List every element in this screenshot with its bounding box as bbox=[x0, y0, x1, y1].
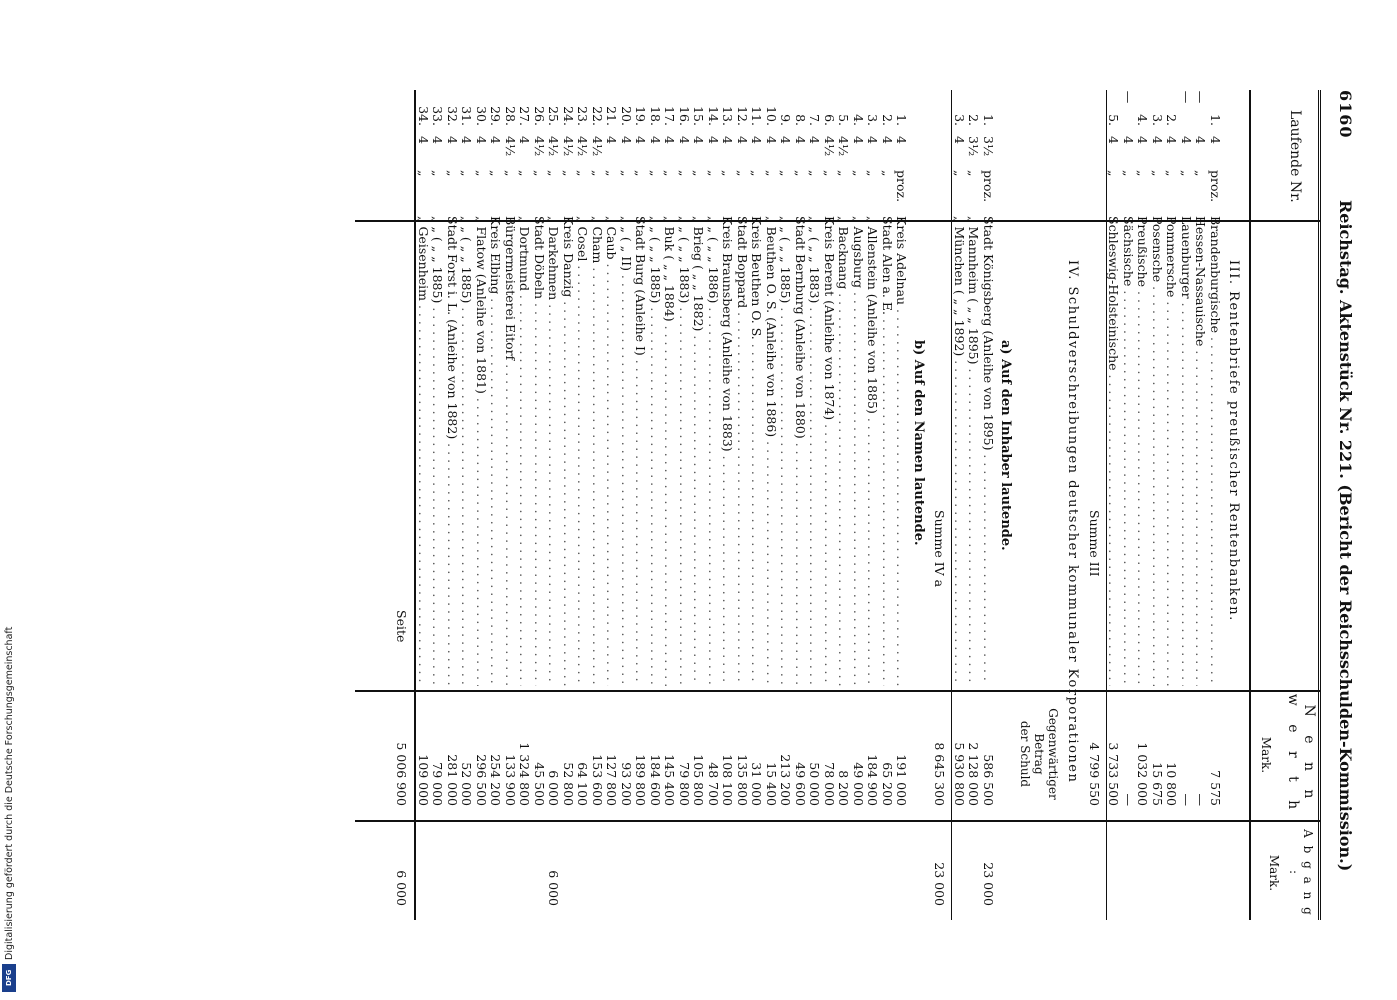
interest-rate: 4 bbox=[735, 136, 750, 144]
row-amount: 78 000 bbox=[822, 762, 837, 806]
table-row bbox=[823, 90, 838, 920]
row-amount: 281 000 bbox=[445, 754, 460, 806]
interest-rate: 4 bbox=[894, 136, 910, 144]
row-description: Kreis Elbing . . . bbox=[489, 216, 504, 686]
row-number: 34. bbox=[416, 106, 431, 126]
row-description: Kreis Danzig . . . bbox=[561, 216, 576, 686]
row-amount: 213 200 bbox=[778, 754, 794, 806]
table-row bbox=[750, 90, 765, 920]
row-amount: 15 400 bbox=[764, 762, 779, 806]
row-description: Stadt Bernburg (Anleihe von 1880) . . . bbox=[793, 216, 808, 686]
row-number: 19. bbox=[633, 106, 649, 126]
row-description: Sächsische . . . bbox=[1121, 216, 1136, 686]
row-amount: 135 800 bbox=[735, 754, 750, 806]
table-row bbox=[489, 90, 504, 920]
subsection-title-a: a) Auf den Inhaber lautende. bbox=[998, 340, 1013, 551]
rate-unit: „ bbox=[648, 170, 663, 177]
interest-rate: 4 bbox=[1150, 136, 1165, 144]
rate-unit: „ bbox=[749, 170, 765, 177]
row-number: 28. bbox=[503, 106, 518, 126]
column-subheader-betrag: Gegenwärtiger Betrag der Schuld bbox=[1018, 708, 1060, 800]
row-description: „ Geisenheim . . . bbox=[416, 216, 431, 686]
row-number: 29. bbox=[488, 106, 504, 126]
interest-rate: 4½ bbox=[532, 136, 547, 157]
row-number: 23. bbox=[575, 106, 591, 126]
rate-unit: „ bbox=[416, 170, 431, 177]
row-description: „ Cham . . . bbox=[590, 216, 605, 686]
page-header bbox=[1318, 90, 1365, 920]
rate-unit: „ bbox=[503, 170, 518, 177]
row-description: „ Darkehmen . . . bbox=[547, 216, 562, 686]
table-row bbox=[1151, 90, 1166, 920]
row-number: 15. bbox=[691, 106, 707, 126]
table-row bbox=[591, 90, 606, 920]
row-amount: 1 032 000 bbox=[1135, 742, 1151, 806]
row-amount: 64 100 bbox=[575, 762, 591, 806]
row-description: „ Beuthen O. S. (Anleihe von 1886) . . . bbox=[764, 216, 779, 686]
row-number: 33. bbox=[430, 106, 446, 126]
row-amount: 49 600 bbox=[793, 762, 808, 806]
table-row bbox=[692, 90, 707, 920]
interest-rate: 4 bbox=[851, 136, 866, 144]
table-row bbox=[1194, 90, 1209, 920]
rate-unit: „ bbox=[851, 170, 866, 177]
row-description: „ Allenstein (Anleihe von 1885) . . . bbox=[866, 216, 881, 686]
row-description: „ „ ( „ „ 1885) . . . bbox=[779, 216, 794, 686]
interest-rate: 4 bbox=[445, 136, 460, 144]
rate-unit: „ bbox=[778, 170, 794, 177]
table-row bbox=[1136, 90, 1151, 920]
row-number: — bbox=[1193, 90, 1209, 104]
sum-row-III: Summe III 4 799 550 bbox=[1084, 90, 1107, 920]
interest-rate: 4 bbox=[1121, 136, 1136, 144]
row-description: „ München ( „ „ 1892) . . . bbox=[952, 216, 967, 686]
rate-unit: „ bbox=[488, 170, 504, 177]
table-row bbox=[460, 90, 475, 920]
row-description: „ „ ( „ „ 1886) . . . bbox=[706, 216, 721, 686]
row-amount: — bbox=[1193, 793, 1209, 806]
row-amount: 10 800 bbox=[1164, 762, 1180, 806]
rate-unit: „ bbox=[430, 170, 446, 177]
row-description: Kreis Braunsberg (Anleihe von 1883) . . . bbox=[721, 216, 736, 686]
rate-unit: „ bbox=[575, 170, 591, 177]
row-amount: 6 000 bbox=[546, 770, 562, 806]
interest-rate: 4 bbox=[764, 136, 779, 144]
table-row bbox=[504, 90, 519, 920]
row-number: 3. bbox=[865, 114, 881, 126]
interest-rate: 4 bbox=[706, 136, 721, 144]
row-number: 1. bbox=[981, 114, 996, 126]
rate-unit: „ bbox=[836, 170, 852, 177]
row-description: „ „ ( „ „ 1883) . . . bbox=[677, 216, 692, 686]
interest-rate: 4 bbox=[517, 136, 533, 144]
rate-unit: „ bbox=[706, 170, 721, 177]
row-amount: 153 600 bbox=[590, 754, 605, 806]
interest-rate: 4 bbox=[720, 136, 736, 144]
rate-unit: „ bbox=[735, 170, 750, 177]
row-description: „ Brieg ( „ „ 1882) . . . bbox=[692, 216, 707, 686]
rate-unit: „ bbox=[633, 170, 649, 177]
row-description: Pommersche . . . bbox=[1165, 216, 1180, 686]
rate-unit: „ bbox=[880, 170, 895, 177]
row-number: 1. bbox=[1208, 114, 1223, 126]
row-description: Bürgermeisterei Eitorf . . . bbox=[503, 216, 518, 686]
column-unit-mark: Mark. bbox=[1259, 736, 1273, 774]
rate-unit: „ bbox=[662, 170, 678, 177]
rate-unit: „ bbox=[677, 170, 692, 177]
table-row bbox=[837, 90, 852, 920]
interest-rate: 4 bbox=[416, 136, 431, 144]
interest-rate: 4 bbox=[604, 136, 620, 144]
row-number: 10. bbox=[764, 106, 779, 126]
row-description: „ „ ( „ „ 1885) . . . bbox=[431, 216, 446, 686]
row-description: Kreis Berent (Anleihe von 1874) . . . bbox=[822, 216, 837, 686]
table-row bbox=[1180, 90, 1195, 920]
section-IVa-rows bbox=[953, 90, 997, 920]
row-description: Stadt Alen a. E. . . . bbox=[880, 216, 895, 686]
column-header-description bbox=[1249, 220, 1321, 690]
row-description: Schleswig-Holsteinische . . . bbox=[1107, 216, 1122, 686]
row-description: Stadt Königsberg (Anleihe von 1895) . . . bbox=[981, 216, 996, 686]
interest-rate: 3½ bbox=[966, 136, 982, 157]
interest-rate: 4 bbox=[633, 136, 649, 144]
interest-rate: 4 bbox=[749, 136, 765, 144]
interest-rate: 4 bbox=[952, 136, 967, 144]
table-row bbox=[417, 90, 432, 920]
row-amount: 8 200 bbox=[836, 770, 852, 806]
rate-unit: „ bbox=[807, 170, 823, 177]
interest-rate: 4 bbox=[1193, 136, 1209, 144]
table-row bbox=[663, 90, 678, 920]
dfg-logo: DFG bbox=[2, 964, 16, 992]
rate-unit: „ bbox=[604, 170, 620, 177]
interest-rate: 4 bbox=[1135, 136, 1151, 144]
scanned-page bbox=[95, 90, 1365, 920]
row-number: 4. bbox=[851, 114, 866, 126]
row-number: 4. bbox=[1135, 114, 1151, 126]
interest-rate: 4 bbox=[691, 136, 707, 144]
table-row bbox=[518, 90, 533, 920]
row-number: 21. bbox=[604, 106, 620, 126]
row-description: „ Backnang . . . bbox=[837, 216, 852, 686]
interest-rate: 4 bbox=[662, 136, 678, 144]
table-row bbox=[620, 90, 635, 920]
row-number: 8. bbox=[793, 114, 808, 126]
row-amount: 108 100 bbox=[720, 754, 736, 806]
rate-unit: „ bbox=[952, 170, 967, 177]
row-number: 27. bbox=[517, 106, 533, 126]
row-amount: 52 000 bbox=[459, 762, 475, 806]
row-amount: 15 675 bbox=[1150, 762, 1165, 806]
rate-unit: „ bbox=[691, 170, 707, 177]
interest-rate: 4½ bbox=[822, 136, 837, 157]
row-amount: 133 900 bbox=[503, 754, 518, 806]
row-number: 25. bbox=[546, 106, 562, 126]
interest-rate: 4 bbox=[1208, 136, 1223, 144]
row-abgang: 23 000 bbox=[981, 862, 996, 906]
row-description: Hessen-Nassauische . . . bbox=[1194, 216, 1209, 686]
row-description: Stadt Burg (Anleihe I) . . . bbox=[634, 216, 649, 686]
row-number: 5. bbox=[1106, 114, 1122, 126]
row-description: „ Mannheim ( „ „ 1895) . . . bbox=[967, 216, 982, 686]
table-row bbox=[431, 90, 446, 920]
table-row bbox=[794, 90, 809, 920]
rate-unit: proz. bbox=[894, 170, 910, 203]
interest-rate: 4½ bbox=[503, 136, 518, 157]
row-number: 24. bbox=[561, 106, 576, 126]
table-row bbox=[446, 90, 461, 920]
row-description: „ Buk ( „ „ 1884) . . . bbox=[663, 216, 678, 686]
row-description: „ Flatow (Anleihe von 1881) . . . bbox=[474, 216, 489, 686]
rate-unit: „ bbox=[966, 170, 982, 177]
row-amount: 79 000 bbox=[430, 762, 446, 806]
rate-unit: „ bbox=[1135, 170, 1151, 177]
row-number: 30. bbox=[474, 106, 489, 126]
row-amount: — bbox=[1179, 793, 1194, 806]
row-description: „ Caub . . . bbox=[605, 216, 620, 686]
interest-rate: 4½ bbox=[590, 136, 605, 157]
rate-unit: „ bbox=[445, 170, 460, 177]
row-description: Kreis Beuthen O. S. . . . bbox=[750, 216, 765, 686]
ledger-sheet bbox=[95, 90, 1365, 920]
row-amount: 105 800 bbox=[691, 754, 707, 806]
row-description: Brandenburgische . . . bbox=[1208, 216, 1223, 686]
interest-rate: 4½ bbox=[546, 136, 562, 157]
interest-rate: 4 bbox=[865, 136, 881, 144]
rate-unit: „ bbox=[865, 170, 881, 177]
rate-unit: proz. bbox=[1208, 170, 1223, 203]
row-description: Lauenburger . . . bbox=[1179, 216, 1194, 686]
row-number: 6. bbox=[822, 114, 837, 126]
table-row bbox=[721, 90, 736, 920]
rate-unit: „ bbox=[517, 170, 533, 177]
row-amount: 2 128 000 bbox=[966, 742, 982, 806]
funding-note: Digitalisierung gefördert durch die Deutsche Forschungsgemeinschaft bbox=[4, 626, 15, 960]
interest-rate: 4 bbox=[793, 136, 808, 144]
row-number: — bbox=[1179, 90, 1194, 104]
interest-rate: 4 bbox=[1106, 136, 1122, 144]
row-amount: 48 700 bbox=[706, 762, 721, 806]
row-amount: 296 500 bbox=[474, 754, 489, 806]
table-row bbox=[1209, 90, 1224, 920]
rate-unit: „ bbox=[1179, 170, 1194, 177]
row-amount: 1 324 800 bbox=[517, 742, 533, 806]
subsection-title-b: b) Auf den Namen lautende. bbox=[911, 340, 927, 546]
row-description: Stadt Döbeln . . . bbox=[532, 216, 547, 686]
rate-unit: „ bbox=[546, 170, 562, 177]
table-row bbox=[779, 90, 794, 920]
table-row bbox=[881, 90, 896, 920]
row-amount: 49 000 bbox=[851, 762, 866, 806]
row-amount: 189 800 bbox=[633, 754, 649, 806]
table-row bbox=[736, 90, 751, 920]
row-number: 2. bbox=[880, 114, 895, 126]
interest-rate: 4 bbox=[430, 136, 446, 144]
row-number: 1. bbox=[894, 114, 910, 126]
row-description: „ Cosel . . . bbox=[576, 216, 591, 686]
table-row bbox=[765, 90, 780, 920]
row-number: 13. bbox=[720, 106, 736, 126]
table-row bbox=[547, 90, 562, 920]
table-row bbox=[475, 90, 490, 920]
interest-rate: 4 bbox=[880, 136, 895, 144]
table-row bbox=[1107, 90, 1122, 920]
row-number: 26. bbox=[532, 106, 547, 126]
row-description: „ „ ( „ II) . . . bbox=[619, 216, 634, 686]
row-amount: 184 900 bbox=[865, 754, 881, 806]
interest-rate: 4½ bbox=[561, 136, 576, 157]
row-description: Stadt Forst i. L. (Anleihe von 1882) . . . bbox=[445, 216, 460, 686]
section-IVb-rows bbox=[417, 90, 910, 920]
interest-rate: 4 bbox=[1164, 136, 1180, 144]
row-description: Preußische . . . bbox=[1136, 216, 1151, 686]
row-amount: 586 500 bbox=[981, 754, 996, 806]
row-amount: 65 200 bbox=[880, 762, 895, 806]
row-amount: — bbox=[1121, 793, 1136, 806]
table-row bbox=[895, 90, 910, 920]
rate-unit: „ bbox=[793, 170, 808, 177]
rate-unit: „ bbox=[720, 170, 736, 177]
interest-rate: 4 bbox=[488, 136, 504, 144]
row-amount: 52 800 bbox=[561, 762, 576, 806]
row-number: 31. bbox=[459, 106, 475, 126]
table-row bbox=[562, 90, 577, 920]
rate-unit: „ bbox=[822, 170, 837, 177]
rate-unit: „ bbox=[1106, 170, 1122, 177]
row-number: 22. bbox=[590, 106, 605, 126]
row-number: 7. bbox=[807, 114, 823, 126]
rate-unit: „ bbox=[1164, 170, 1180, 177]
row-amount: 45 500 bbox=[532, 762, 547, 806]
row-number: 18. bbox=[648, 106, 663, 126]
row-amount: 5 930 800 bbox=[952, 742, 967, 806]
row-amount: 79 800 bbox=[677, 762, 692, 806]
row-amount: 145 400 bbox=[662, 754, 678, 806]
rate-unit: „ bbox=[1150, 170, 1165, 177]
column-header-nennwerth: N e n n w e r t h Mark. bbox=[1249, 690, 1321, 820]
table-row bbox=[982, 90, 997, 920]
row-number: 5. bbox=[836, 114, 852, 126]
interest-rate: 4 bbox=[778, 136, 794, 144]
table-row bbox=[678, 90, 693, 920]
table-row bbox=[1122, 90, 1137, 920]
table-row bbox=[967, 90, 982, 920]
rate-unit: „ bbox=[590, 170, 605, 177]
row-description: „ „ ( „ „ 1885) . . . bbox=[460, 216, 475, 686]
row-description: Posensche . . . bbox=[1150, 216, 1165, 686]
row-number: 9. bbox=[778, 114, 794, 126]
row-amount: 191 000 bbox=[894, 754, 910, 806]
rate-unit: „ bbox=[764, 170, 779, 177]
rate-unit: „ bbox=[459, 170, 475, 177]
rate-unit: „ bbox=[474, 170, 489, 177]
row-number: 12. bbox=[735, 106, 750, 126]
rate-unit: proz. bbox=[981, 170, 996, 203]
row-description: „ „ ( „ „ 1885) . . . bbox=[648, 216, 663, 686]
interest-rate: 4 bbox=[474, 136, 489, 144]
table-row bbox=[707, 90, 722, 920]
row-number: 20. bbox=[619, 106, 634, 126]
table-row bbox=[808, 90, 823, 920]
section-title-IV: IV. Schuldverschreibungen deutscher kommunaler Korporationen bbox=[1065, 260, 1080, 784]
interest-rate: 4 bbox=[619, 136, 634, 144]
page-number: 6160 bbox=[1336, 90, 1355, 139]
interest-rate: 3½ bbox=[981, 136, 996, 157]
row-number: 32. bbox=[445, 106, 460, 126]
row-description: „ Dortmund . . . bbox=[518, 216, 533, 686]
table-row bbox=[866, 90, 881, 920]
row-number: 14. bbox=[706, 106, 721, 126]
row-amount: 31 000 bbox=[749, 762, 765, 806]
column-unit-abgang-mark: Mark. bbox=[1267, 854, 1281, 892]
interest-rate: 4½ bbox=[836, 136, 852, 157]
section-III-rows bbox=[1107, 90, 1223, 920]
interest-rate: 4 bbox=[677, 136, 692, 144]
section-title-III: III. Rentenbriefe preußischer Rentenbanken. bbox=[1226, 260, 1241, 622]
row-number: 3. bbox=[952, 114, 967, 126]
row-amount: 254 200 bbox=[488, 754, 504, 806]
row-description: Kreis Adelnau . . . bbox=[895, 216, 910, 686]
row-number: 3. bbox=[1150, 114, 1165, 126]
row-amount: 127 800 bbox=[604, 754, 620, 806]
interest-rate: 4 bbox=[1179, 136, 1194, 144]
rate-unit: „ bbox=[1193, 170, 1209, 177]
row-number: 17. bbox=[662, 106, 678, 126]
interest-rate: 4 bbox=[648, 136, 663, 144]
rate-unit: „ bbox=[619, 170, 634, 177]
table-row bbox=[1165, 90, 1180, 920]
row-description: „ „ ( „ „ 1883) . . . bbox=[808, 216, 823, 686]
footnote-strip bbox=[0, 0, 20, 1000]
table-row bbox=[852, 90, 867, 920]
column-header-abgang: A b g a n g : Mark. bbox=[1249, 820, 1321, 920]
row-number: 11. bbox=[749, 106, 765, 126]
row-amount: 184 600 bbox=[648, 754, 663, 806]
row-amount: 3 733 500 bbox=[1106, 742, 1122, 806]
row-abgang: 6 000 bbox=[546, 870, 562, 906]
interest-rate: 4 bbox=[807, 136, 823, 144]
row-amount: 93 200 bbox=[619, 762, 634, 806]
interest-rate: 4½ bbox=[575, 136, 591, 157]
row-number: 2. bbox=[1164, 114, 1180, 126]
row-amount: 50 000 bbox=[807, 762, 823, 806]
row-description: „ Augsburg . . . bbox=[851, 216, 866, 686]
row-amount: 7 575 bbox=[1208, 770, 1223, 806]
row-number: 16. bbox=[677, 106, 692, 126]
row-number: 2. bbox=[966, 114, 982, 126]
interest-rate: 4 bbox=[459, 136, 475, 144]
row-amount: 109 000 bbox=[416, 754, 431, 806]
page-title: Reichstag. Aktenstück Nr. 221. (Bericht der Reichsschulden-Kommission.) bbox=[1336, 200, 1355, 872]
table-row bbox=[605, 90, 620, 920]
row-number: — bbox=[1121, 90, 1136, 104]
table-row bbox=[576, 90, 591, 920]
ledger-body bbox=[391, 90, 1246, 920]
rate-unit: „ bbox=[532, 170, 547, 177]
page-carry-row: Seite 5 006 900 6 000 bbox=[391, 90, 417, 920]
rate-unit: „ bbox=[561, 170, 576, 177]
table-row bbox=[649, 90, 664, 920]
sum-row-IVa: Summe IV a 8 645 300 23 000 bbox=[930, 90, 953, 920]
column-header-laufende-nr: Laufende Nr. bbox=[1249, 90, 1321, 220]
table-row bbox=[953, 90, 968, 920]
table-row bbox=[634, 90, 649, 920]
row-description: Stadt Boppard . . . bbox=[735, 216, 750, 686]
rate-unit: „ bbox=[1121, 170, 1136, 177]
table-row bbox=[533, 90, 548, 920]
